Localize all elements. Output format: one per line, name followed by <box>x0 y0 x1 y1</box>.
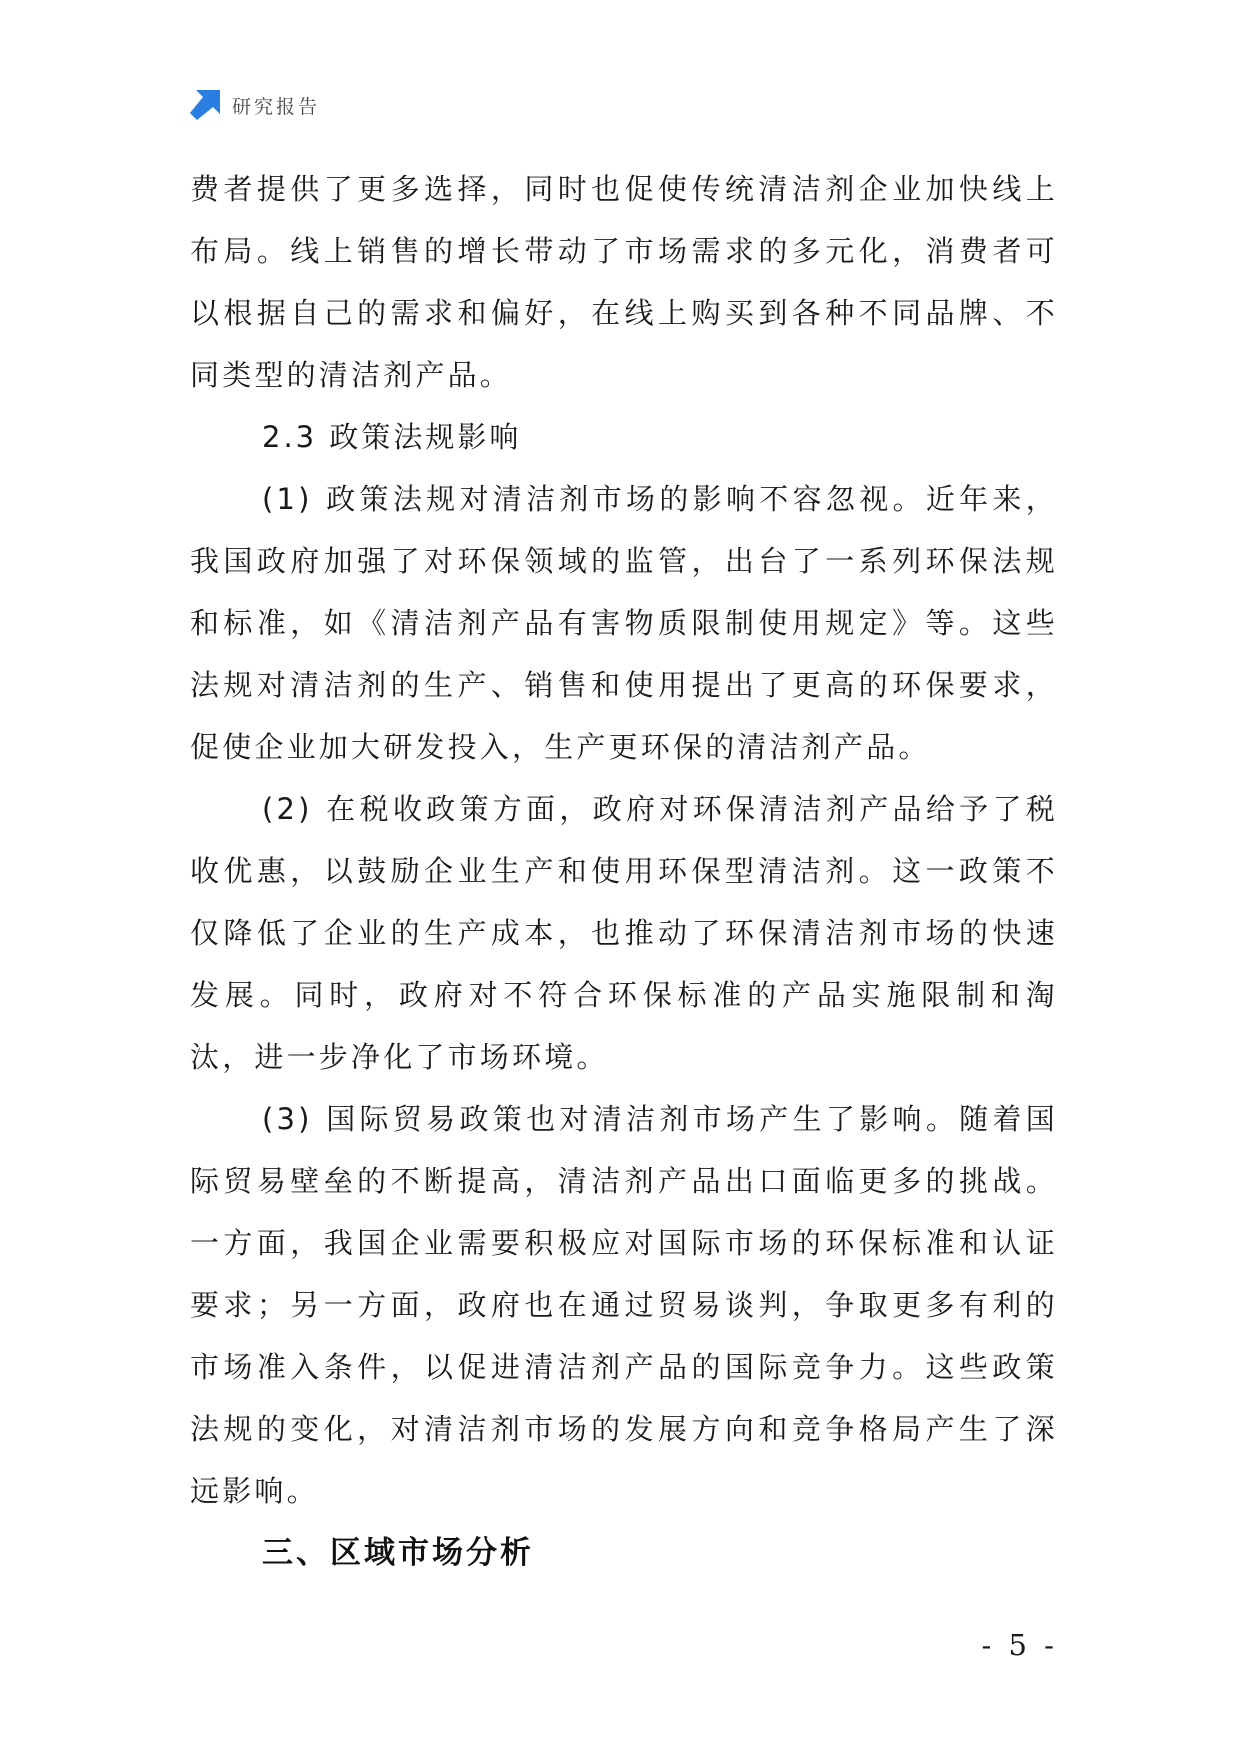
header-title: 研究报告 <box>232 95 321 118</box>
section-heading-3: 三、区域市场分析 <box>262 1535 534 1571</box>
paragraph-policy-2: (2) 在税收政策方面，政府对环保清洁剂产品给予了税收优惠，以鼓励企业生产和使用环保型清洁剂。这一政策不仅降低了企业的生产成本，也推动了环保清洁剂市场的快速发展。同时，政府对不符合环保标准的产品实施限制和淘汰，进一步净化了市场环境。 <box>190 792 1058 1074</box>
paragraph-continuation: 费者提供了更多选择，同时也促使传统清洁剂企业加快线上布局。线上销售的增长带动了市场需求的多元化，消费者可以根据自己的需求和偏好，在线上购买到各种不同品牌、不同类型的清洁剂产品。 <box>190 172 1058 392</box>
section-heading-2-3: 2.3 政策法规影响 <box>262 420 522 454</box>
arrow-up-right-icon <box>190 90 220 120</box>
document-body <box>190 158 1058 1584</box>
page-header <box>190 88 320 122</box>
paragraph-policy-1: (1) 政策法规对清洁剂市场的影响不容忽视。近年来，我国政府加强了对环保领域的监管，出台了一系列环保法规和标准，如《清洁剂产品有害物质限制使用规定》等。这些法规对清洁剂的生产、销售和使用提出了更高的环保要求，促使企业加大研发投入，生产更环保的清洁剂产品。 <box>190 482 1058 764</box>
page-number: - 5 - <box>981 1628 1058 1662</box>
paragraph-policy-3: (3) 国际贸易政策也对清洁剂市场产生了影响。随着国际贸易壁垒的不断提高，清洁剂产品出口面临更多的挑战。一方面，我国企业需要积极应对国际市场的环保标准和认证要求；另一方面，政府也在通过贸易谈判，争取更多有利的市场准入条件，以促进清洁剂产品的国际竞争力。这些政策法规的变化，对清洁剂市场的发展方向和竞争格局产生了深远影响。 <box>190 1102 1058 1508</box>
